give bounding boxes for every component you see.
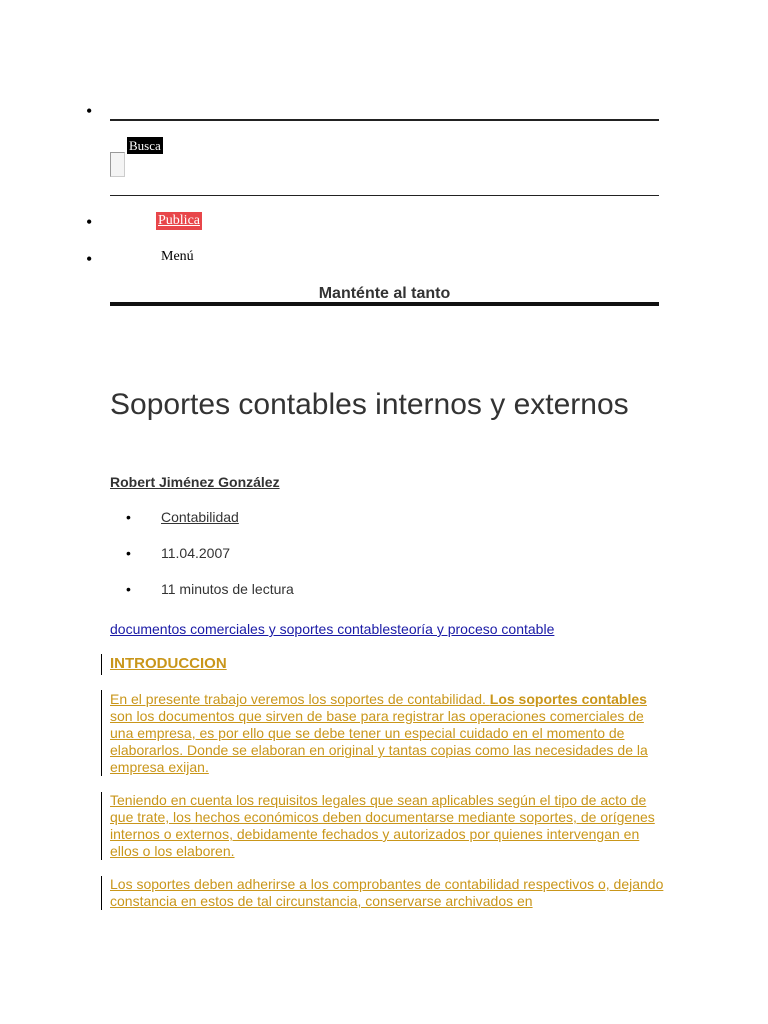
search-top-divider <box>110 119 659 121</box>
search-button[interactable]: Busca <box>129 138 161 153</box>
meta-bullet: • <box>126 545 131 561</box>
quote-bar <box>101 876 102 910</box>
paragraph-bold-text: Los soportes contables <box>489 691 647 707</box>
article-paragraph[interactable] <box>110 691 666 776</box>
tag-link[interactable]: documentos comerciales y soportes contables <box>110 621 398 637</box>
search-bottom-divider <box>110 195 659 196</box>
quote-bar <box>101 654 102 675</box>
author-link[interactable]: Robert Jiménez González <box>110 474 280 490</box>
meta-bullet: • <box>126 509 131 525</box>
publish-date: 11.04.2007 <box>161 545 231 561</box>
search-input[interactable] <box>110 152 125 177</box>
list-bullet: • <box>86 249 93 269</box>
header-divider <box>110 302 659 306</box>
quote-bar <box>101 690 102 776</box>
intro-heading[interactable]: INTRODUCCION <box>110 655 227 672</box>
menu-button[interactable]: Menú <box>161 249 194 264</box>
list-bullet: • <box>86 212 93 232</box>
quote-bar <box>101 792 102 860</box>
stay-updated-heading[interactable]: Manténte al tanto <box>318 285 451 302</box>
tag-link[interactable]: teoría y proceso contable <box>397 621 555 637</box>
article-paragraph[interactable]: Teniendo en cuenta los requisitos legales que sean aplicables según el tipo de acto de que trate, los hechos económicos deben documentarse mediante soportes, de orígenes internos o externos, debidamente fechados y autorizados por quienes intervengan en ellos o los elaboren. <box>110 792 655 859</box>
category-link[interactable]: Contabilidad <box>161 509 239 525</box>
list-bullet: • <box>86 101 93 121</box>
reading-time: 11 minutos de lectura <box>161 581 294 597</box>
tag-list <box>110 621 554 637</box>
paragraph-text: son los documentos que sirven de base para registrar las operaciones comerciales de una empresa, es por ello que se debe tener un especial cuidado en el momento de elaborarlos. Donde se elaboran en original y tantas copias como las necesidades de la empresa exijan. <box>110 708 648 775</box>
publish-button[interactable]: Publica <box>158 213 200 228</box>
paragraph-text: En el presente trabajo veremos los soportes de contabilidad. <box>110 691 490 707</box>
article-title: Soportes contables internos y externos <box>110 388 629 421</box>
article-paragraph[interactable]: Los soportes deben adherirse a los comprobantes de contabilidad respectivos o, dejando constancia en estos de tal circunstancia, conservarse archivados en <box>110 876 664 909</box>
meta-bullet: • <box>126 581 131 597</box>
